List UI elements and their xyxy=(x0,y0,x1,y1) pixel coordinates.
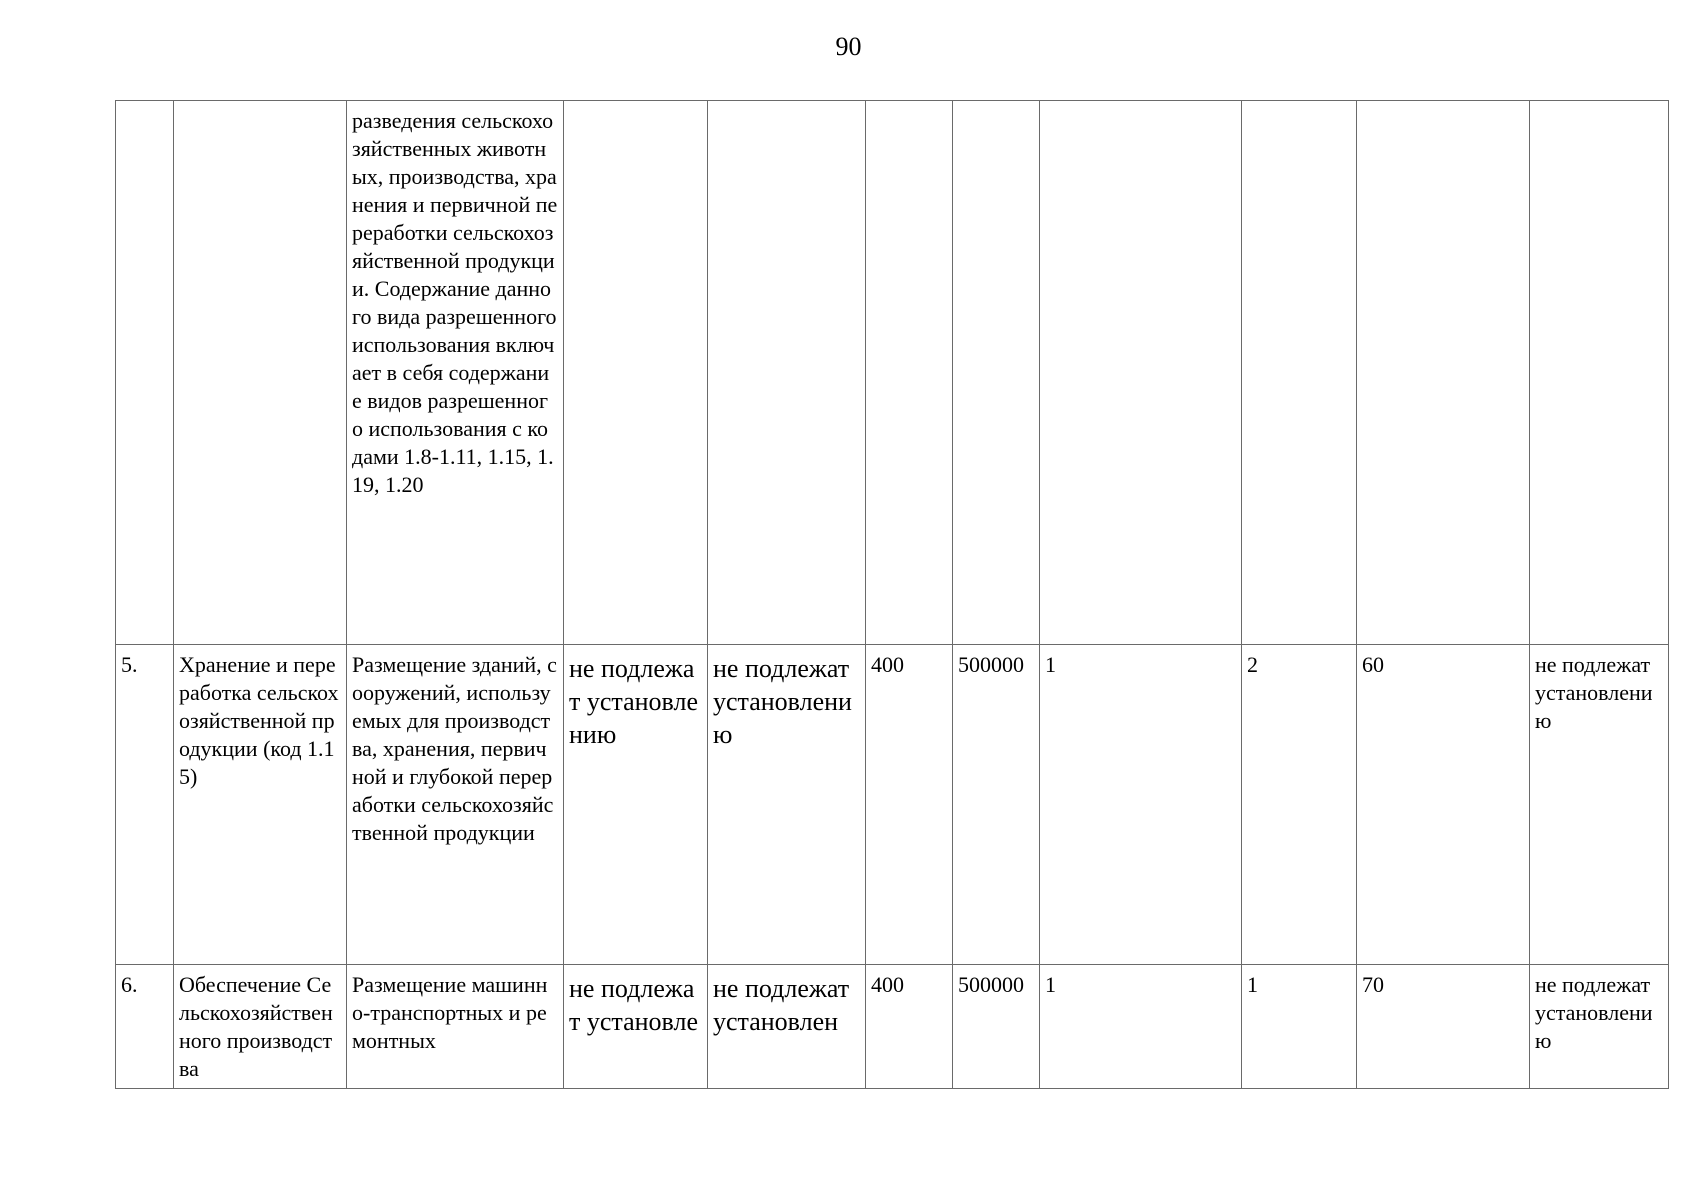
cell-col6: 400 xyxy=(866,965,953,1089)
cell-col7: 500000 xyxy=(953,645,1040,965)
cell-col10 xyxy=(1357,101,1530,645)
cell-description: разведения сельскохозяйственных животных, производства, хранения и первичной переработки сельскохозяйственной продукции. Содержание данного вида разрешенного использования включает в себя содержание видов разрешенного использования с кодами 1.8-1.11, 1.15, 1.19, 1.20 xyxy=(347,101,564,645)
cell-col8: 1 xyxy=(1040,965,1242,1089)
cell-name: Хранение и переработка сельскохозяйственной продукции (код 1.15) xyxy=(174,645,347,965)
table-row xyxy=(116,101,1669,645)
cell-number: 6. xyxy=(116,965,174,1089)
cell-col11 xyxy=(1530,101,1669,645)
cell-col4: не подлежат установлению xyxy=(564,645,708,965)
cell-col8: 1 xyxy=(1040,645,1242,965)
cell-col9: 1 xyxy=(1242,965,1357,1089)
cell-col6 xyxy=(866,101,953,645)
cell-col5: не подлежат установлению xyxy=(708,645,866,965)
cell-col11: не подлежат установлению xyxy=(1530,645,1669,965)
cell-col9: 2 xyxy=(1242,645,1357,965)
cell-description: Размещение машинно-транспортных и ремонтных xyxy=(347,965,564,1089)
cell-col4: не подлежат установле xyxy=(564,965,708,1089)
page-number: 90 xyxy=(835,32,862,61)
cell-description: Размещение зданий, сооружений, используемых для производства, хранения, первичной и глубокой переработки сельскохозяйственной продукции xyxy=(347,645,564,965)
cell-name: Обеспечение Сельскохозяйственного производства xyxy=(174,965,347,1089)
cell-col6: 400 xyxy=(866,645,953,965)
cell-number xyxy=(116,101,174,645)
cell-col5 xyxy=(708,101,866,645)
cell-col11: не подлежат установлению xyxy=(1530,965,1669,1089)
cell-col8 xyxy=(1040,101,1242,645)
zoning-table xyxy=(115,100,1669,1089)
cell-col7 xyxy=(953,101,1040,645)
cell-col5: не подлежат установлен xyxy=(708,965,866,1089)
cell-col9 xyxy=(1242,101,1357,645)
cell-col4 xyxy=(564,101,708,645)
cell-col7: 500000 xyxy=(953,965,1040,1089)
cell-col10: 60 xyxy=(1357,645,1530,965)
table-row xyxy=(116,965,1669,1089)
cell-name xyxy=(174,101,347,645)
cell-col10: 70 xyxy=(1357,965,1530,1089)
table-row xyxy=(116,645,1669,965)
cell-number: 5. xyxy=(116,645,174,965)
